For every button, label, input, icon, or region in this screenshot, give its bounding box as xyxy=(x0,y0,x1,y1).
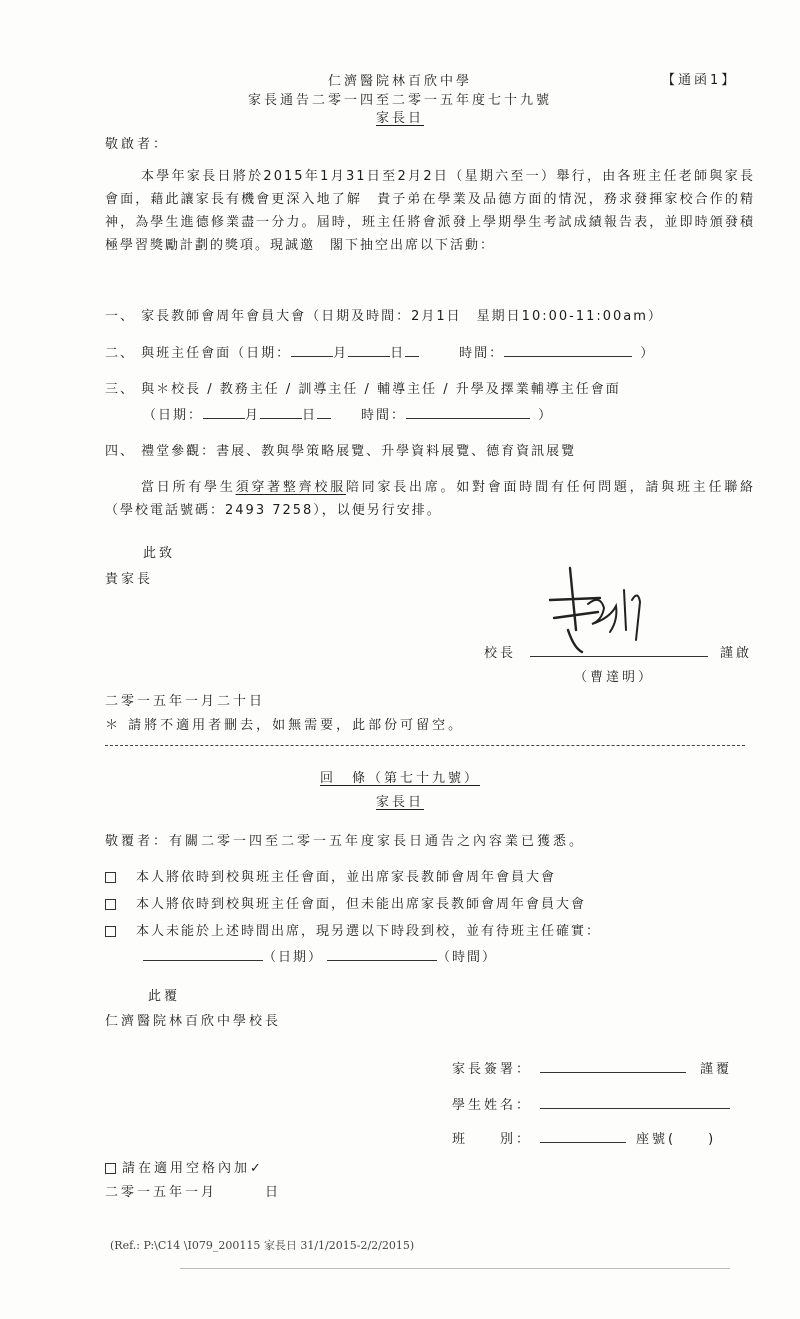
notice-date: 二零一五年一月二十日 xyxy=(105,694,266,709)
intro-paragraph: 本學年家長日將於2015年1月31日至2月2日（星期六至一）舉行，由各班主任老師與家長會面，藉此讓家長有機會更深入地了解 貴子弟在學業及品德方面的情況，務求發揮家校合作的精神，為學生進德修業盡一分力。屆時，班主任將會派發上學期學生考試成績報告表，並即時頒發積極學習獎勵計劃的獎項。現誠邀 閣下抽空出席以下活動： xyxy=(105,169,755,253)
reply-subtitle: 家長日 xyxy=(375,795,424,810)
activity-4: 四、 禮堂參觀：書展、教與學策略展覽、升學資料展覽、德育資訊展覽 xyxy=(105,444,577,459)
reply-title: 回 條（第七十九號） xyxy=(319,771,480,786)
principal-signature-line xyxy=(530,656,708,657)
circular-tag: 【通函1】 xyxy=(662,73,738,88)
alt-date-blank[interactable] xyxy=(143,947,263,961)
seat-label: 座號( ) xyxy=(636,1132,717,1147)
file-reference: (Ref.: P:\C14 \I079_200115 家長日 31/1/2015-2/2/2015) xyxy=(110,1239,415,1252)
principal-signature xyxy=(540,560,660,660)
bottom-rule xyxy=(180,1268,730,1269)
greeting: 敬啟者： xyxy=(105,137,170,152)
checkbox-2[interactable] xyxy=(105,899,116,910)
tear-off-line xyxy=(105,745,745,746)
closing-cizhi: 此致 xyxy=(143,546,176,561)
reply-option-3[interactable]: 本人未能於上述時間出席，現另選以下時段到校，並有待班主任確實： xyxy=(105,920,601,939)
respect-reply: 謹覆 xyxy=(700,1062,733,1077)
respect-closing: 謹啟 xyxy=(720,646,753,661)
parent-signature-line[interactable] xyxy=(540,1072,686,1073)
student-name-line[interactable] xyxy=(540,1108,730,1109)
reply-option-2[interactable]: 本人將依時到校與班主任會面，但未能出席家長教師會周年會員大會 xyxy=(105,893,586,912)
reply-cifu: 此覆 xyxy=(148,989,181,1004)
parent-signature-label: 家長簽署： xyxy=(452,1062,533,1077)
alt-time-blank[interactable] xyxy=(327,947,437,961)
student-name-label: 學生姓名： xyxy=(452,1098,533,1113)
reply-date: 二零一五年一月 日 xyxy=(105,1185,282,1200)
activity-3-date: （日期： 月 日 時間： ） xyxy=(143,404,553,423)
reply-ack: 敬覆者：有關二零一四至二零一五年度家長日通告之內容業已獲悉。 xyxy=(105,834,586,849)
checkbox-3[interactable] xyxy=(105,926,116,937)
class-line[interactable] xyxy=(540,1142,626,1143)
principal-label: 校長 xyxy=(484,646,517,661)
reply-addressee: 仁濟醫院林百欣中學校長 xyxy=(105,1014,282,1029)
closing-parent: 貴家長 xyxy=(105,572,154,587)
notice-subject: 家長日 xyxy=(375,111,424,126)
class-label: 班 別： xyxy=(452,1132,533,1147)
tick-note: 請在適用空格內加✓ xyxy=(105,1157,264,1176)
notice-number: 家長通告二零一四至二零一五年度七十九號 xyxy=(247,93,552,108)
activity-3: 三、 與＊校長 / 教務主任 / 訓導主任 / 輔導主任 / 升學及擇業輔導主任會面 xyxy=(105,382,621,397)
uniform-paragraph: 當日所有學生須穿著整齊校服陪同家長出席。如對會面時間有任何問題，請與班主任聯絡（學校電話號碼：2493 7258），以便另行安排。 xyxy=(105,480,755,518)
principal-name: （曹達明） xyxy=(574,670,655,685)
alt-date-time: （日期） （時間） xyxy=(143,946,497,965)
checkbox-1[interactable] xyxy=(105,872,116,883)
activity-1: 一、 家長教師會周年會員大會（日期及時間：2月1日 星期日10:00-11:00am） xyxy=(105,309,663,324)
deletion-note: ＊ 請將不適用者刪去，如無需要，此部份可留空。 xyxy=(105,718,465,733)
tick-box-icon xyxy=(105,1163,116,1174)
reply-option-1[interactable]: 本人將依時到校與班主任會面，並出席家長教師會周年會員大會 xyxy=(105,866,556,885)
school-name: 仁濟醫院林百欣中學 xyxy=(327,74,472,89)
activity-2: 二、 與班主任會面（日期： 月 日 時間： ） xyxy=(105,342,655,361)
